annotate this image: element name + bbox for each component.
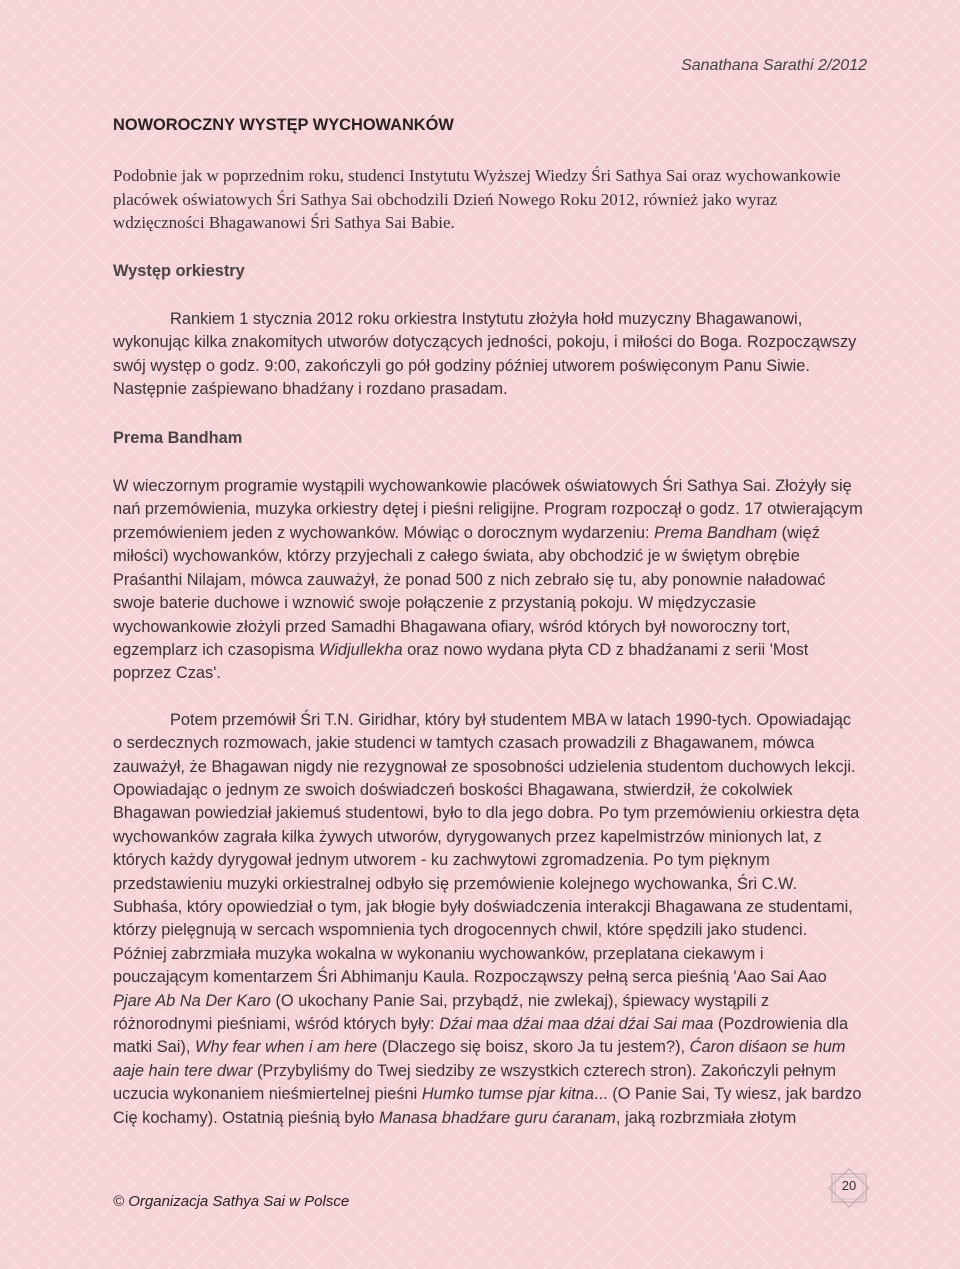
giridhar-paragraph bbox=[113, 709, 863, 1130]
text-run: (Dlaczego się boisz, skoro Ja tu jestem?), bbox=[377, 1038, 690, 1057]
text-run: Potem przemówił Śri T.N. Giridhar, który był studentem MBA w latach 1990-tych. Opowiadając o serdecznych rozmowach, jakie studenci w tamtych czasach prowadzili z Bhagawanem, mówca zauważył, że Bhagawan nigdy nie rezygnował ze sposobności udzielenia studentom duchowych lekcji. Opowiadając o jednym ze swoich doświadczeń boskości Bhagawana, stwierdził, że cokolwiek Bhagawan powiedział jakiemuś studentowi, było to dla jego dobra. Po tym przemówieniu orkiestra dęta wychowanków zagrała kilka żywych utworów, dyrygowanych przez kapelmistrzów minionych lat, z których każdy dyrygował jednym utworem - ku zachwytowi zgromadzenia. Po tym pięknym przedstawieniu muzyki orkiestralnej odbyło się przemówienie kolejnego wychowanka, Śri C.W. Subhaśa, który opowiedział o tym, jak błogie były doświadczenia interakcji Bhagawana ze studentami, którzy pielęgnują w sercach wspomnienia tych drogocennych chwil, które spędzili jako studenci. Później zabrzmiała muzyka wokalna w wykonaniu wychowanków, przeplatana ciekawym i pouczającym komentarzem Śri Abhimanju Kaula. Rozpocząwszy pełną serca pieśnią 'Aao Sai Aao bbox=[113, 710, 860, 987]
song-title: Dźai maa dźai maa dźai dźai Sai maa bbox=[439, 1015, 714, 1033]
text-run: (O ukochany Panie Sai, przybądź, nie zwlekaj), śpiewacy wystąpili z różnorodnymi pieśniami, wśród których były: bbox=[113, 991, 770, 1033]
page-number: 20 bbox=[841, 1178, 857, 1193]
emphasis-text: Prema Bandham bbox=[654, 523, 778, 542]
orchestra-paragraph: Rankiem 1 stycznia 2012 roku orkiestra Instytutu złożyła hołd muzyczny Bhagawanowi, wykonując kilka znakomitych utworów dotyczących jedności, pokoju, i miłości do Boga. Rozpocząwszy swój występ o godz. 9:00, zakończyli go pół godziny później utworem poświęconym Panu Siwie. Następnie zaśpiewano bhadźany i rozdano prasadam. bbox=[113, 310, 857, 399]
intro-paragraph: Podobnie jak w poprzednim roku, studenci Instytutu Wyższej Wiedzy Śri Sathya Sai oraz wychowankowie placówek oświatowych Śri Sathya Sai obchodzili Dzień Nowego Roku 2012, również jako wyraz wdzięczności Bhagawanowi Śri Sathya Sai Babie. bbox=[113, 166, 841, 233]
text-run: oraz nowo wydana płyta CD z bhadźanami z serii 'Most poprzez Czas'. bbox=[113, 640, 809, 683]
text-run: W wieczornym programie wystąpili wychowankowie placówek oświatowych Śri Sathya Sai. Złożyły się nań przemówienia, muzyka orkiestry dętej i pieśni religijne. Program rozpoczął o godz. 17 otwierającym przemówieniem jeden z wychowanków. Mówiąc o dorocznym wydarzeniu: bbox=[113, 477, 863, 542]
journal-title: Sanathana Sarathi 2/2012 bbox=[681, 57, 867, 74]
text-run: , jaką rozbrzmiała złotym bbox=[615, 1108, 797, 1127]
song-title: Manasa bhadźare guru ćaranam bbox=[379, 1108, 616, 1127]
section-heading-prema-bandham: Prema Bandham bbox=[113, 428, 243, 447]
emphasis-text: Widjullekha bbox=[318, 640, 403, 659]
prema-bandham-paragraph bbox=[113, 475, 863, 686]
section-heading-orchestra: Występ orkiestry bbox=[113, 261, 245, 280]
text-run: (więź miłości) wychowanków, którzy przyjechali z całego świata, aby obchodzić je w świętym obrębie Praśanthi Nilajam, mówca zauważył, że ponad 500 z nich zebrało się tu, aby ponownie naładować swoje baterie duchowe i wznowić swoje połączenie z przystanią pokoju. W międzyczasie wychowankowie złożyli przed Samadhi Bhagawana ofiary, wśród których był noworoczny tort, egzemplarz ich czasopisma bbox=[113, 523, 826, 659]
song-title: Ćaron diśaon se hum aaje hain tere dwar bbox=[113, 1038, 846, 1080]
song-title: Humko tumse pjar kitna bbox=[421, 1085, 595, 1104]
song-title: Pjare Ab Na Der Karo bbox=[113, 991, 271, 1010]
copyright-notice: © Organizacja Sathya Sai w Polsce bbox=[113, 1193, 350, 1210]
text-run: (Pozdrowienia dla matki Sai), bbox=[113, 1015, 849, 1057]
song-title: Why fear when i am here bbox=[194, 1038, 378, 1057]
text-run: ... (O Panie Sai, Ty wiesz, jak bardzo Cię kochamy). Ostatnią pieśnią było bbox=[113, 1085, 862, 1127]
text-run: (Przybyliśmy do Twej siedziby ze wszystkich czterech stron). Zakończyli pełnym uczucia wykonaniem nieśmiertelnej pieśni bbox=[113, 1061, 836, 1104]
article-title: NOWOROCZNY WYSTĘP WYCHOWANKÓW bbox=[113, 116, 454, 134]
article-body bbox=[113, 114, 863, 1130]
